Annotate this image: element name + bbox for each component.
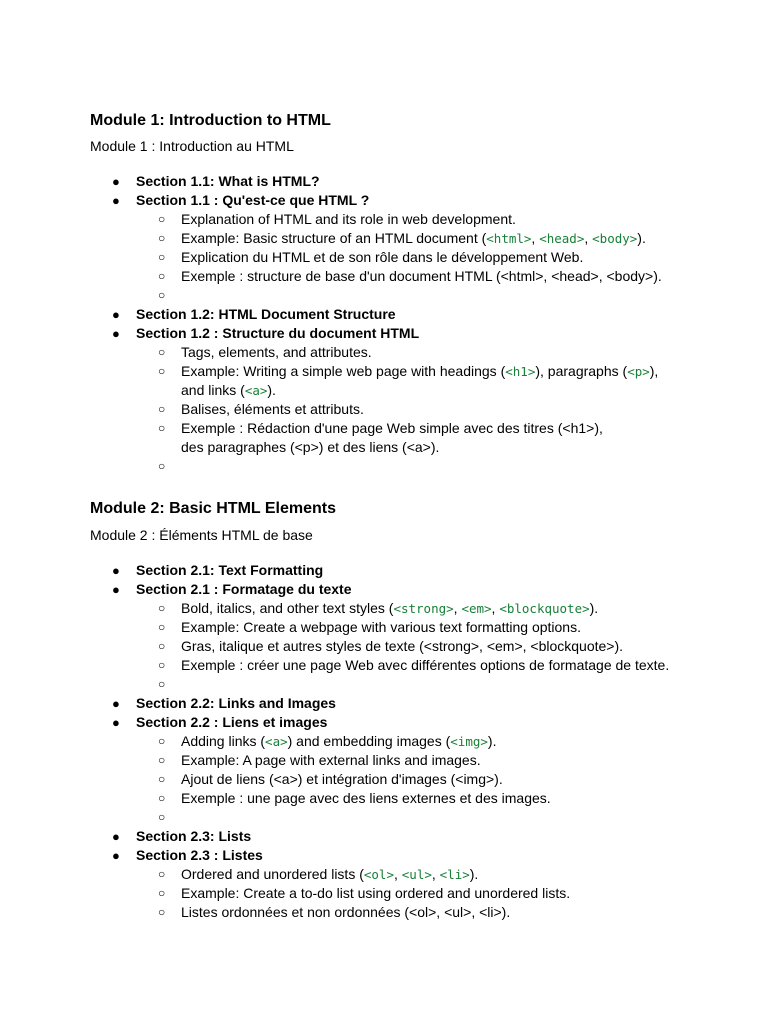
item-text: Balises, éléments et attributs. — [181, 401, 364, 417]
item-text: Adding links ( — [181, 733, 266, 749]
bullet-icon: ● — [112, 193, 120, 208]
circle-bullet-icon: ○ — [158, 905, 166, 919]
module-1-subtitle: Module 1 : Introduction au HTML — [90, 138, 294, 154]
code-tag: <head> — [539, 231, 585, 246]
separator: , — [393, 866, 402, 882]
circle-bullet-icon: ○ — [158, 269, 166, 283]
circle-bullet-icon: ○ — [158, 886, 166, 900]
module-1-subtitle-block — [90, 137, 710, 155]
list-item — [136, 656, 710, 675]
item-text: Gras, italique et autres styles de texte (<strong>, <em>, <blockquote>). — [181, 638, 624, 654]
list-item-empty — [136, 808, 710, 827]
module-2-list — [90, 561, 710, 922]
item-text: Example: Create a webpage with various text formatting options. — [181, 619, 581, 635]
bullet-icon: ● — [112, 582, 120, 597]
circle-bullet-icon: ○ — [158, 288, 166, 302]
list-item — [136, 362, 710, 400]
list-item — [90, 324, 710, 476]
item-text: Exemple : Rédaction d'une page Web simple avec des titres (<h1>), des paragraphes (<p>) et des liens (<a>). — [181, 420, 603, 455]
circle-bullet-icon: ○ — [158, 753, 166, 767]
item-text: Listes ordonnées et non ordonnées (<ol>, <ul>, <li>). — [181, 904, 511, 920]
code-tag: <img> — [450, 734, 488, 749]
module-2-title: Module 2: Basic HTML Elements — [90, 500, 336, 517]
list-item — [136, 903, 710, 922]
separator: , — [491, 600, 500, 616]
item-text: Explication du HTML et de son rôle dans le développement Web. — [181, 249, 584, 265]
code-tag: <blockquote> — [499, 601, 590, 616]
module-2 — [90, 499, 710, 519]
list-item — [90, 580, 710, 694]
section-label: Section 1.1: What is HTML? — [136, 173, 320, 189]
module-2-subtitle: Module 2 : Éléments HTML de base — [90, 527, 313, 543]
list-item — [136, 229, 710, 248]
section-label: Section 2.1: Text Formatting — [136, 562, 324, 578]
list-item — [90, 846, 710, 922]
list-item — [136, 618, 710, 637]
separator: , — [584, 230, 593, 246]
list-item — [136, 400, 710, 419]
circle-bullet-icon: ○ — [158, 867, 166, 881]
separator: ). — [589, 600, 599, 616]
item-text: Exemple : structure de base d'un document HTML (<html>, <head>, <body>). — [181, 268, 662, 284]
section-label: Section 1.2 : Structure du document HTML — [136, 325, 420, 341]
item-text: Example: Writing a simple web page with headings ( — [181, 363, 506, 379]
item-text: Example: Basic structure of an HTML document ( — [181, 230, 487, 246]
separator: , — [431, 866, 440, 882]
code-tag: <html> — [486, 231, 532, 246]
bullet-icon: ● — [112, 326, 120, 341]
separator: , — [531, 230, 540, 246]
item-text: Exemple : créer une page Web avec différentes options de formatage de texte. — [181, 657, 670, 673]
code-tag: <a> — [265, 734, 288, 749]
list-item — [90, 561, 710, 580]
section-label: Section 1.1 : Qu'est-ce que HTML ? — [136, 192, 370, 208]
list-item — [136, 267, 710, 286]
separator: ), — [649, 363, 659, 379]
list-item-empty — [136, 675, 710, 694]
list-item — [136, 865, 710, 884]
module-1 — [90, 111, 710, 131]
code-tag: <ol> — [363, 867, 394, 882]
circle-bullet-icon: ○ — [158, 620, 166, 634]
code-tag: <h1> — [505, 364, 536, 379]
list-item — [136, 789, 710, 808]
circle-bullet-icon: ○ — [158, 772, 166, 786]
list-item — [90, 713, 710, 827]
bullet-icon: ● — [112, 696, 120, 711]
list-item — [136, 248, 710, 267]
item-text: Bold, italics, and other text styles ( — [181, 600, 394, 616]
section-label: Section 1.2: HTML Document Structure — [136, 306, 396, 322]
section-label: Section 2.1 : Formatage du texte — [136, 581, 352, 597]
circle-bullet-icon: ○ — [158, 231, 166, 245]
separator: ) and embedding images ( — [287, 733, 451, 749]
list-item — [90, 305, 710, 324]
module-1-list — [90, 172, 710, 476]
section-label: Section 2.3 : Listes — [136, 847, 263, 863]
item-text: Exemple : une page avec des liens externes et des images. — [181, 790, 551, 806]
circle-bullet-icon: ○ — [158, 364, 166, 378]
list-item — [136, 419, 710, 457]
item-text: Tags, elements, and attributes. — [181, 344, 372, 360]
module-1-title: Module 1: Introduction to HTML — [90, 112, 331, 129]
module-2-subtitle-block — [90, 526, 710, 544]
item-text: Explanation of HTML and its role in web development. — [181, 211, 516, 227]
separator: ). — [487, 733, 497, 749]
code-tag: <p> — [627, 364, 650, 379]
section-label: Section 2.3: Lists — [136, 828, 252, 844]
separator: ). — [267, 382, 276, 398]
list-item — [136, 637, 710, 656]
list-item — [90, 827, 710, 846]
circle-bullet-icon: ○ — [158, 250, 166, 264]
list-item — [90, 694, 710, 713]
separator: ). — [637, 230, 646, 246]
code-tag: <a> — [244, 383, 268, 398]
section-label: Section 2.2 : Liens et images — [136, 714, 328, 730]
circle-bullet-icon: ○ — [158, 212, 166, 226]
code-tag: <ul> — [401, 867, 432, 882]
bullet-icon: ● — [112, 307, 120, 322]
circle-bullet-icon: ○ — [158, 639, 166, 653]
bullet-icon: ● — [112, 715, 120, 730]
bullet-icon: ● — [112, 829, 120, 844]
bullet-icon: ● — [112, 848, 120, 863]
separator: ), paragraphs ( — [535, 363, 628, 379]
list-item — [136, 599, 710, 618]
item-text: Example: Create a to-do list using ordered and unordered lists. — [181, 885, 571, 901]
list-item — [136, 343, 710, 362]
list-item — [90, 172, 710, 191]
list-item-empty — [136, 457, 710, 476]
separator: ). — [469, 866, 479, 882]
circle-bullet-icon: ○ — [158, 345, 166, 359]
list-item — [136, 210, 710, 229]
list-item — [90, 191, 710, 305]
code-tag: <strong> — [393, 601, 454, 616]
list-item-empty — [136, 286, 710, 305]
list-item — [136, 884, 710, 903]
bullet-icon: ● — [112, 563, 120, 578]
code-tag: <li> — [439, 867, 470, 882]
item-text: Ordered and unordered lists ( — [181, 866, 364, 882]
circle-bullet-icon: ○ — [158, 421, 166, 435]
section-label: Section 2.2: Links and Images — [136, 695, 336, 711]
circle-bullet-icon: ○ — [158, 810, 166, 824]
list-item — [136, 751, 710, 770]
circle-bullet-icon: ○ — [158, 601, 166, 615]
list-item — [136, 732, 710, 751]
circle-bullet-icon: ○ — [158, 658, 166, 672]
code-tag: <body> — [592, 231, 638, 246]
bullet-icon: ● — [112, 174, 120, 189]
circle-bullet-icon: ○ — [158, 402, 166, 416]
item-text: Ajout de liens (<a>) et intégration d'images (<img>). — [181, 771, 503, 787]
code-tag: <em> — [461, 601, 492, 616]
circle-bullet-icon: ○ — [158, 734, 166, 748]
circle-bullet-icon: ○ — [158, 677, 166, 691]
circle-bullet-icon: ○ — [158, 791, 166, 805]
list-item — [136, 770, 710, 789]
circle-bullet-icon: ○ — [158, 459, 166, 473]
item-text: and links ( — [181, 382, 245, 398]
separator: , — [453, 600, 462, 616]
item-text: Example: A page with external links and images. — [181, 752, 481, 768]
